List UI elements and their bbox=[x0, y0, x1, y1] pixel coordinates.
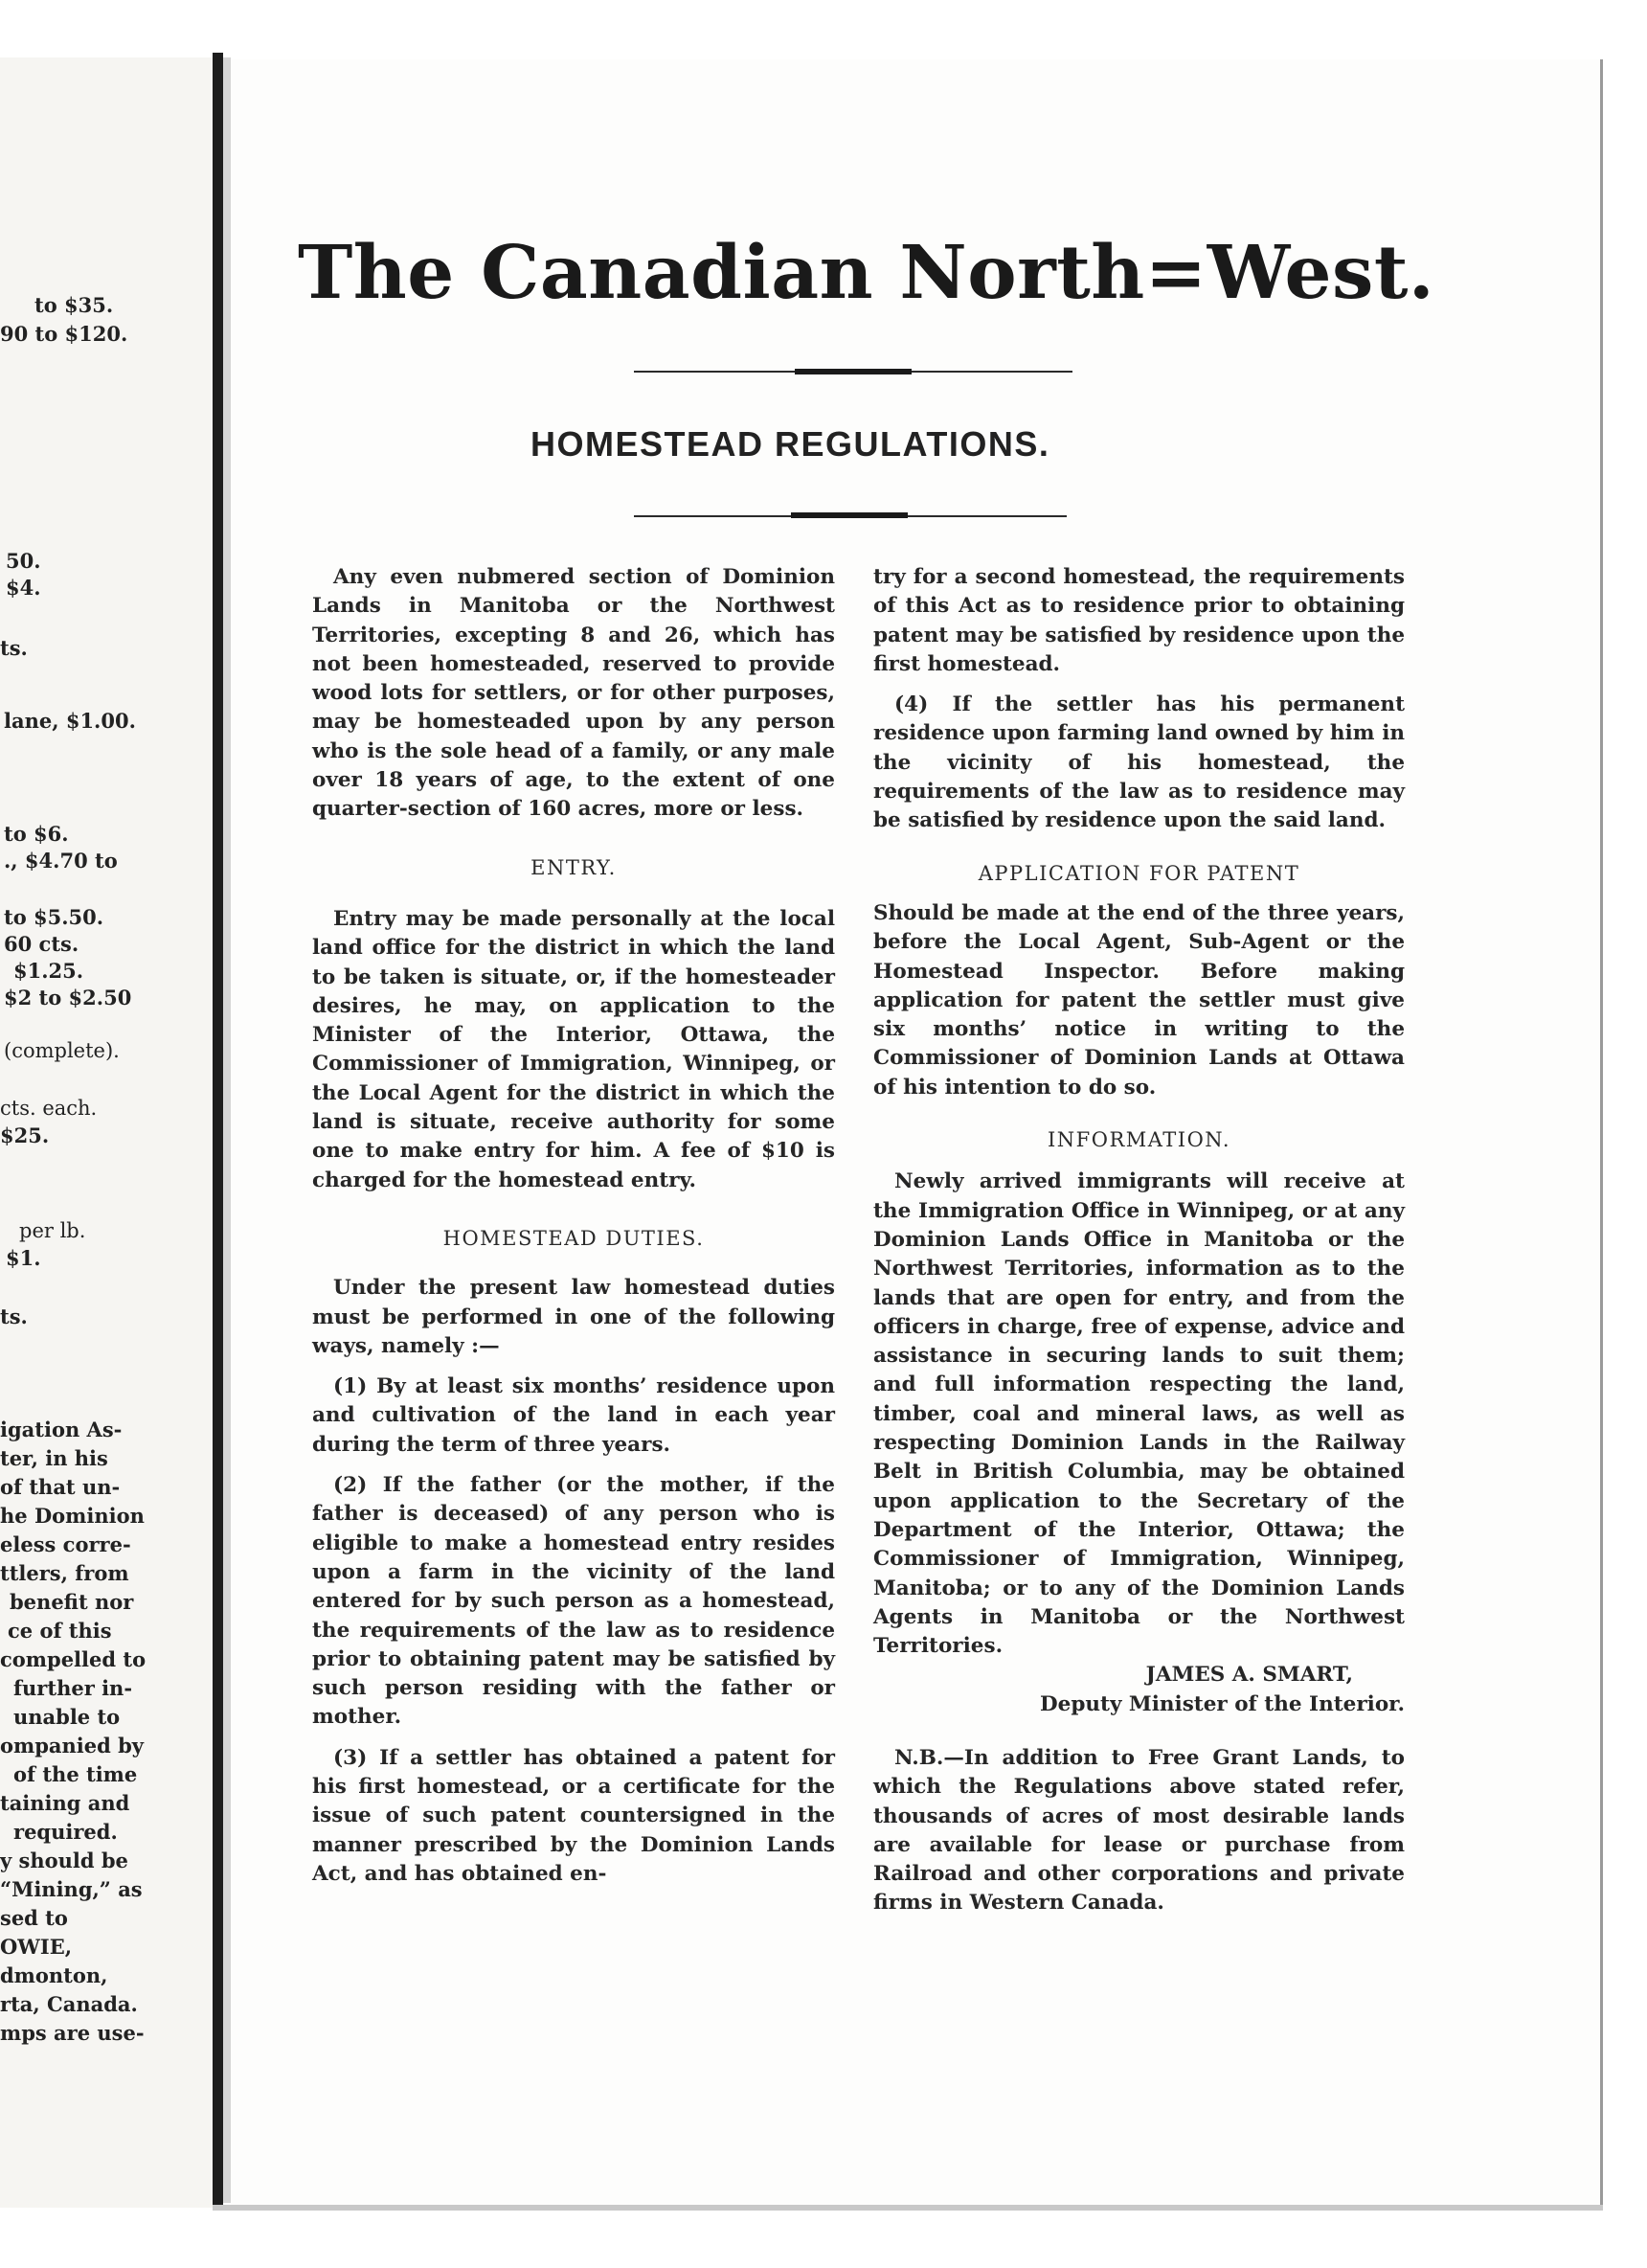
signature-name: JAMES A. SMART, bbox=[1145, 1663, 1353, 1688]
subtitle-rule-bar bbox=[791, 512, 908, 518]
facing-page-text: lane, $1.00. bbox=[4, 709, 136, 733]
facing-page-text: dmonton, bbox=[0, 1963, 108, 1987]
facing-page-text: sed to bbox=[0, 1906, 68, 1930]
duties-heading: HOMESTEAD DUTIES. bbox=[442, 1226, 705, 1250]
entry-heading: ENTRY. bbox=[530, 855, 617, 879]
facing-page-text: mps are use- bbox=[0, 2021, 145, 2045]
facing-page-text: ter, in his bbox=[0, 1446, 108, 1470]
facing-page-text: benefit nor bbox=[10, 1590, 134, 1614]
facing-page-text: (complete). bbox=[4, 1039, 120, 1062]
facing-page-text: $1.25. bbox=[13, 959, 84, 983]
facing-page-text: ce of this bbox=[8, 1619, 112, 1643]
facing-page-text: cts. each. bbox=[0, 1097, 98, 1120]
page-bottom-edge bbox=[213, 2205, 1603, 2211]
facing-page-text: eless corre- bbox=[0, 1532, 131, 1556]
intro-paragraph: Any even nubmered section of Dominion Lands in Manitoba or the Northwest Territories, excepting 8 and 26, which has not been homesteaded, reserved to provide wood lots for settlers, or for other purposes, may be homesteaded upon by any person who is the sole head of a family, or any male over 18 years of age, to the extent of one quarter-section of 160 acres, more or less. bbox=[312, 565, 835, 822]
article-column-left bbox=[312, 563, 835, 1889]
information-paragraph: Newly arrived immigrants will receive at the Immigration Office in Winnipeg, or at any Dominion Lands Office in Manitoba or the Northwest Territories, information as to the lands that are open for entry, and from the officers in charge, free of expense, advice and assistance in securing lands to suit them; and full information respecting the land, timber, coal and mineral laws, as well as respecting Dominion Lands in the Railway Belt in British Columbia, may be obtained upon application to the Secretary of the Department of the Interior, Ottawa; the Commissioner of Immigration, Winnipeg, Manitoba; or to any of the Dominion Lands Agents in Manitoba or the Northwest Territories. bbox=[873, 1169, 1405, 1659]
facing-page-text: compelled to bbox=[0, 1647, 147, 1671]
duty-item-4: (4) If the settler has his permanent residence upon farming land owned by him in the vicinity of his homestead, the requirements of the law as to residence may be satisfied by residence upon the said land. bbox=[873, 692, 1405, 833]
facing-page-text: to $6. bbox=[4, 822, 69, 846]
facing-page-text: rta, Canada. bbox=[0, 1992, 138, 2016]
facing-page-text: 50. bbox=[6, 549, 41, 573]
facing-page-text: taining and bbox=[0, 1791, 130, 1815]
information-heading: INFORMATION. bbox=[1047, 1128, 1230, 1152]
nb-paragraph: N.B.—In addition to Free Grant Lands, to which the Regulations above stated refer, thousands of acres of most desirable lands are available for lease or purchase from Railroad and other corporations and private firms in Western Canada. bbox=[873, 1745, 1405, 1916]
facing-page-text: required. bbox=[13, 1820, 118, 1844]
patent-heading: APPLICATION FOR PATENT bbox=[978, 861, 1300, 885]
article-column-right bbox=[873, 563, 1405, 1918]
facing-page-text: ttlers, from bbox=[0, 1561, 129, 1585]
facing-page-text: ., $4.70 to bbox=[4, 849, 118, 873]
facing-page-text: y should be bbox=[0, 1848, 128, 1872]
facing-page-text: ompanied by bbox=[0, 1734, 145, 1758]
duties-intro: Under the present law homestead duties must be performed in one of the following ways, namely :— bbox=[312, 1276, 835, 1358]
duty-item-2: (2) If the father (or the mother, if the father is deceased) of any person who is eligible to make a homestead entry resides upon a farm in the vicinity of the land entered for by such person as a homestead, the requirements of the law as to residence prior to obtaining patent may be satisfied by such person residing with the father or mother. bbox=[312, 1473, 835, 1730]
facing-page-text: unable to bbox=[13, 1705, 121, 1729]
duty-item-3-continued: try for a second homestead, the requirements of this Act as to residence prior to obtaining patent may be satisfied by residence upon the first homestead. bbox=[873, 565, 1405, 676]
facing-page-text: of the time bbox=[13, 1762, 138, 1786]
facing-page-text: to $5.50. bbox=[4, 905, 104, 929]
page-title: The Canadian North=West. bbox=[298, 230, 1435, 316]
patent-paragraph: Should be made at the end of the three years, before the Local Agent, Sub-Agent or the Homestead Inspector. Before making application for patent the settler must give six months’ notice in writing to the Commissioner of Dominion Lands at Ottawa of his intention to do so. bbox=[873, 900, 1405, 1100]
facing-page-text: $25. bbox=[0, 1123, 50, 1147]
book-gutter bbox=[213, 53, 223, 2208]
entry-paragraph: Entry may be made personally at the local land office for the district in which the land to be taken is situate, or, if the homesteader desires, he may, on application to the Minister of the Interior, Ottawa, the Commissioner of Immigration, Winnipeg, or the Local Agent for the district in which the land is situate, receive authority for some one to make entry for him. A fee of $10 is charged for the homestead entry. bbox=[312, 906, 835, 1192]
facing-page-text: “Mining,” as bbox=[0, 1877, 143, 1901]
facing-page-text: further in- bbox=[13, 1676, 133, 1700]
facing-page-text: $4. bbox=[6, 576, 41, 600]
facing-page-text: ts. bbox=[0, 636, 28, 660]
section-subtitle: HOMESTEAD REGULATIONS. bbox=[530, 424, 1050, 464]
facing-page-text: per lb. bbox=[19, 1219, 86, 1242]
gutter-shadow bbox=[223, 57, 231, 2203]
title-rule-bar bbox=[795, 369, 912, 374]
facing-page-text: he Dominion bbox=[0, 1504, 145, 1528]
facing-page-text: $1. bbox=[6, 1246, 41, 1270]
facing-page-text: ts. bbox=[0, 1304, 28, 1328]
facing-page-text: 60 cts. bbox=[4, 932, 79, 956]
facing-page-text: to $35. bbox=[34, 293, 114, 317]
duty-item-3: (3) If a settler has obtained a patent for his first homestead, or a certificate for the issue of such patent countersigned in the manner prescribed by the Dominion Lands Act, and has obtained en- bbox=[312, 1745, 835, 1886]
facing-page-text: $2 to $2.50 bbox=[4, 986, 132, 1009]
signature-title: Deputy Minister of the Interior. bbox=[1040, 1691, 1405, 1716]
duty-item-1: (1) By at least six months’ residence upon and cultivation of the land in each year during the term of three years. bbox=[312, 1374, 835, 1457]
facing-page-text: of that un- bbox=[0, 1475, 121, 1499]
facing-page-text: 90 to $120. bbox=[0, 322, 128, 346]
facing-page-text: igation As- bbox=[0, 1418, 123, 1441]
facing-page-text: OWIE, bbox=[0, 1935, 73, 1959]
facing-page-fragment bbox=[0, 57, 213, 2208]
